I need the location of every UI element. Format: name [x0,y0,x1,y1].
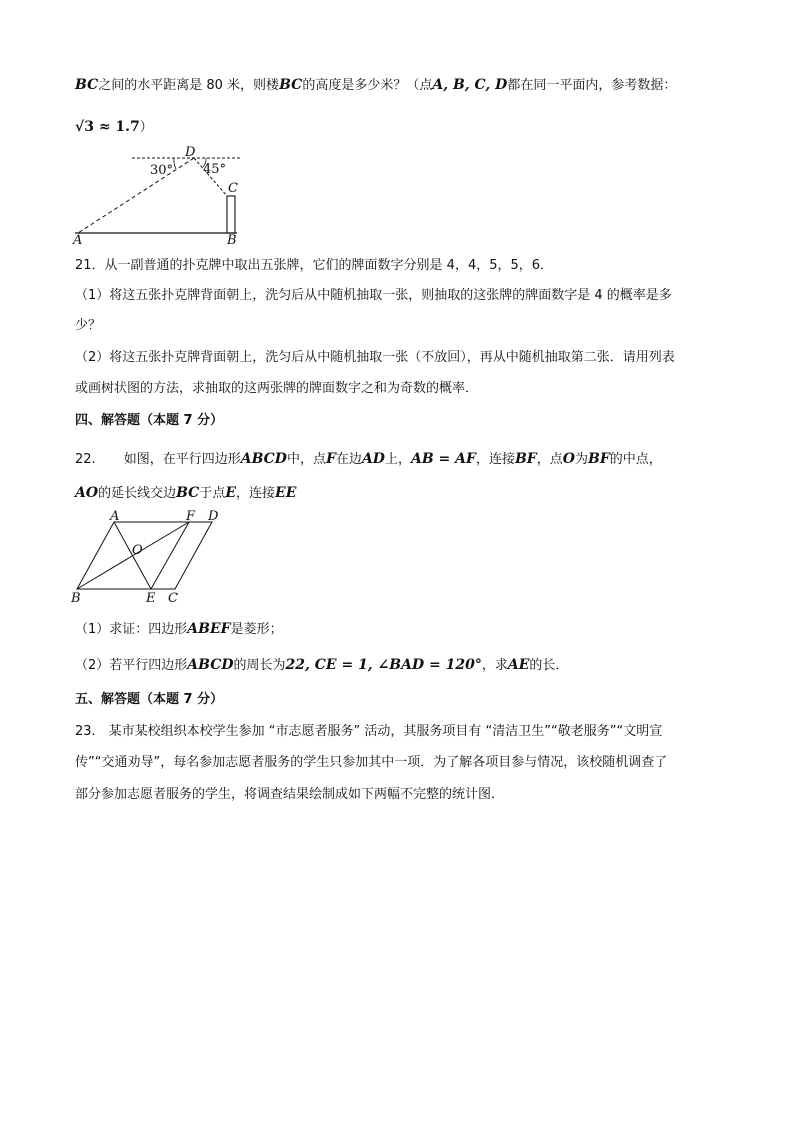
math-bf: BF [514,451,537,467]
q20-line1 [75,76,676,95]
label-e: E [146,591,156,606]
angle-45-label: 45° [203,162,227,177]
math-f: F [325,451,336,467]
math-bc: BC [75,77,99,93]
math-o: O [562,451,575,467]
label-a: A [110,510,120,524]
math-ae: AE [507,657,530,673]
text: （1）求证：四边形 [75,622,188,637]
text: ，连接 [236,486,276,501]
label-b: B [227,233,237,244]
sight-line-da [78,158,194,233]
text: 中，点 [286,452,326,467]
text: 于点 [199,486,226,501]
segment-fe [151,522,189,589]
q22-figure [68,510,238,606]
label-b: B [71,591,81,606]
math-e: E [225,485,237,501]
text: ，连接 [475,452,515,467]
section-4-heading: 四、解答题（本题 7 分） [75,413,224,428]
math-ao: AO [75,485,99,501]
text: 上， [384,452,411,467]
q21-part1-line2: 少？ [75,318,102,333]
q23-line3: 部分参加志愿者服务的学生，将调查结果绘制成如下两幅不完整的统计图． [75,787,505,802]
label-o: O [132,543,143,558]
math-bc: BC [279,77,303,93]
text: 的延长线交边 [98,486,177,501]
q23-line1: 23. 某市某校组织本校学生参加 “市志愿者服务” 活动，其服务项目有 “清洁卫生”“敬老服务”“文明宣 [75,724,663,739]
label-c: C [228,181,238,196]
q21-part2-line2: 或画树状图的方法，求抽取的这两张牌的牌面数字之和为奇数的概率． [75,381,479,396]
label-c: C [168,591,178,606]
text: ） [139,120,153,135]
q22-part2 [75,656,568,675]
text: 的高度是多少米？（点 [302,78,433,93]
text: 为 [574,452,588,467]
label-a: A [73,233,83,244]
text: 的周长为 [233,658,286,673]
math-ee: EE [275,485,297,501]
math-bc: BC [176,485,200,501]
text: ，求 [481,658,508,673]
angle-arc-30 [174,158,176,169]
question-number: 22. [75,452,96,467]
text: 之间的水平距离是 80 米，则楼 [98,78,280,93]
q22-line2 [75,484,296,503]
q20-line2 [75,118,153,137]
q21-part1-line1: （1）将这五张扑克牌背面朝上，洗匀后从中随机抽取一张，则抽取的这张牌的牌面数字是 4 的概率是多 [75,288,672,303]
math-abef: ABEF [187,621,231,637]
math-ab-eq-af: AB = AF [410,451,476,467]
q22-part1 [75,620,283,639]
building-bc [227,196,235,233]
text: 都在同一平面内，参考数据： [507,78,677,93]
math-abcd: ABCD [187,657,234,673]
q23-line2: 传”“交通劝导”，每名参加志愿者服务的学生只参加其中一项．为了解各项目参与情况，该校随机调查了 [75,755,668,770]
math-ad: AD [361,451,385,467]
text: 如图，在平行四边形 [123,452,241,467]
q21-part2-line1: （2）将这五张扑克牌背面朝上，洗匀后从中随机抽取一张（不放回），再从中随机抽取第二张．请用列表 [75,350,675,365]
q21-stem: 21．从一副普通的扑克牌中取出五张牌，它们的牌面数字分别是 4，4，5，5，6． [75,258,554,273]
q20-figure [70,144,270,244]
text: 的中点， [609,452,662,467]
text: 的长． [529,658,569,673]
q22-line1 [75,450,662,469]
math-points: A, B, C, D [432,77,508,93]
math-abcd: ABCD [240,451,287,467]
text: 是菱形； [230,622,283,637]
label-d: D [185,145,196,160]
parallelogram-abcd [77,522,212,589]
section-5-heading: 五、解答题（本题 7 分） [75,692,224,707]
math-sqrt3-approx: √3 ≈ 1.7 [75,119,140,135]
angle-30-label: 30° [150,163,174,178]
label-f: F [186,510,196,524]
text: ，点 [536,452,563,467]
math-bf: BF [587,451,610,467]
label-d: D [208,510,219,524]
text: 在边 [335,452,362,467]
math-conditions: 22, CE = 1, ∠BAD = 120° [285,657,482,673]
text: （2）若平行四边形 [75,658,188,673]
